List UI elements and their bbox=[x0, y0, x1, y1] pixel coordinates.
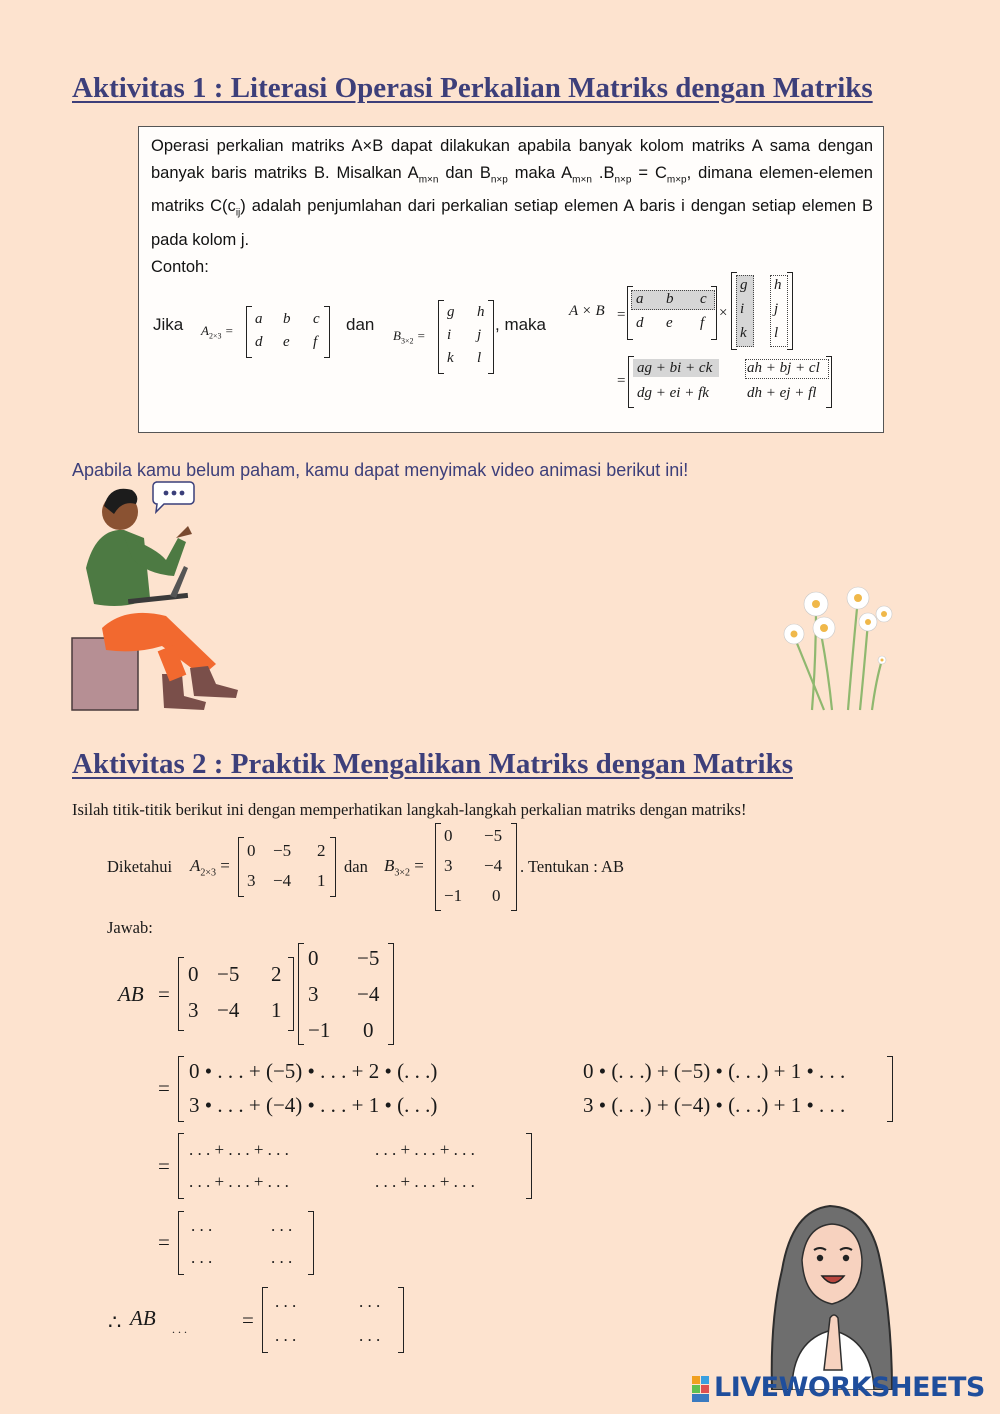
axb-matrix-A: a b c d e f bbox=[627, 287, 717, 339]
final-cell[interactable]: . . . bbox=[359, 1326, 381, 1345]
final-matrix bbox=[262, 1288, 404, 1352]
step2-cell[interactable]: . . . + . . . + . . . bbox=[375, 1140, 475, 1159]
given-B-label: $B_{3\times 2}$ = bbox=[384, 856, 424, 879]
example-matrix-A: a b c d e f bbox=[246, 307, 330, 357]
final-cell[interactable]: . . . bbox=[275, 1326, 297, 1345]
activity2-title: Aktivitas 2 : Praktik Mengalikan Matriks dengan Matriks bbox=[72, 748, 793, 780]
axb-matrix-B: g h i j k l bbox=[731, 273, 793, 349]
liveworksheets-watermark[interactable]: LIVEWORKSHEETS bbox=[714, 1372, 985, 1403]
step3-equals: = bbox=[158, 1230, 170, 1254]
axb-times: × bbox=[719, 305, 728, 321]
given-A-label: $A_{2\times 3}$ = bbox=[190, 856, 230, 879]
step1-cell[interactable]: 3 • . . . + (−4) • . . . + 1 • (. . .) bbox=[189, 1093, 438, 1117]
liveworksheets-logo-icon bbox=[692, 1376, 710, 1402]
final-ab-subscript[interactable]: . . . bbox=[172, 1322, 187, 1336]
step2-matrix bbox=[178, 1134, 532, 1198]
final-ab-label: AB bbox=[130, 1306, 156, 1330]
jika-label: Jika bbox=[153, 315, 184, 334]
woman-hijab-illustration bbox=[752, 1200, 902, 1390]
work-matrix-B: 0 −5 3 −4 −1 0 bbox=[298, 944, 394, 1044]
example-A-label: $A_{2\times 3}$ = bbox=[201, 323, 234, 341]
step3-cell[interactable]: . . . bbox=[191, 1248, 213, 1267]
step3-cell[interactable]: . . . bbox=[271, 1248, 293, 1267]
ab-equals: = bbox=[158, 982, 170, 1006]
axb-equals: = bbox=[617, 307, 626, 323]
result-equals: = bbox=[617, 373, 626, 389]
step3-matrix bbox=[178, 1212, 314, 1274]
axb-result-matrix: ag + bi + ck ah + bj + cl dg + ei + fk dh + ej + fl bbox=[628, 357, 832, 407]
step2-cell[interactable]: . . . + . . . + . . . bbox=[189, 1140, 289, 1159]
given-matrix-B: 0 −5 3 −4 −1 0 bbox=[435, 824, 517, 910]
diketahui-label: Diketahui bbox=[107, 857, 173, 876]
final-cell[interactable]: . . . bbox=[359, 1292, 381, 1311]
final-equals: = bbox=[242, 1308, 254, 1332]
jawab-label: Jawab: bbox=[107, 918, 153, 937]
activity2-instruction: Isilah titik-titik berikut ini dengan memperhatikan langkah-langkah perkalian matriks dengan matriks! bbox=[72, 800, 747, 819]
daisy-flowers-illustration bbox=[772, 580, 904, 712]
step1-cell[interactable]: 0 • . . . + (−5) • . . . + 2 • (. . .) bbox=[189, 1059, 438, 1083]
step1-equals: = bbox=[158, 1076, 170, 1100]
given-dan-label: dan bbox=[344, 857, 368, 876]
ab-label: AB bbox=[118, 982, 144, 1006]
final-cell[interactable]: . . . bbox=[275, 1292, 297, 1311]
definition-box bbox=[138, 126, 884, 433]
example-matrix-B: g h i j k l bbox=[438, 301, 494, 373]
step3-cell[interactable]: . . . bbox=[191, 1216, 213, 1235]
dan-label: dan bbox=[346, 315, 375, 334]
contoh-label: Contoh: bbox=[151, 257, 209, 276]
given-matrix-A: 0 −5 2 3 −4 1 bbox=[238, 838, 336, 896]
step3-cell[interactable]: . . . bbox=[271, 1216, 293, 1235]
axb-label: A × B bbox=[569, 303, 605, 319]
step1-matrix bbox=[178, 1057, 893, 1121]
video-prompt: Apabila kamu belum paham, kamu dapat menyimak video animasi berikut ini! bbox=[72, 460, 689, 480]
maka-label: , maka bbox=[495, 315, 547, 334]
definition-text: Operasi perkalian matriks A×B dapat dilakukan apabila banyak kolom matriks A sama dengan banyak baris matriks B. Misalkan $A_{m\times n}$ dan $B_{n\times p}$ maka $A_{m\times n}$ $.B_{n\times p} = C_{m\times p}$, dimana elemen-elemen matriks $C(c_{ij})$ adalah penjumlahan dari perkalian setiap elemen A baris i dengan setiap elemen B pada kolom j. Contoh: bbox=[151, 137, 874, 276]
example-B-label: $B_{3\times 2}$ = bbox=[393, 328, 426, 346]
step2-cell[interactable]: . . . + . . . + . . . bbox=[375, 1172, 475, 1191]
student-laptop-illustration bbox=[66, 478, 246, 714]
work-matrix-A: 0 −5 2 3 −4 1 bbox=[178, 958, 294, 1030]
activity1-title: Aktivitas 1 : Literasi Operasi Perkalian Matriks dengan Matriks bbox=[72, 72, 873, 104]
step1-cell[interactable]: 3 • (. . .) + (−4) • (. . .) + 1 • . . . bbox=[583, 1093, 846, 1117]
step2-cell[interactable]: . . . + . . . + . . . bbox=[189, 1172, 289, 1191]
tentukan-label: . Tentukan : AB bbox=[520, 857, 624, 876]
step2-equals: = bbox=[158, 1154, 170, 1178]
step1-cell[interactable]: 0 • (. . .) + (−5) • (. . .) + 1 • . . . bbox=[583, 1059, 846, 1083]
therefore-symbol: ∴ bbox=[108, 1310, 122, 1334]
